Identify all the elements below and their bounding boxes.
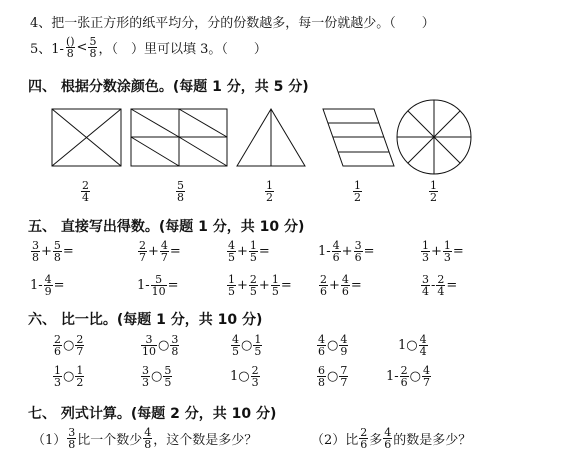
expression-text: ○: [151, 369, 163, 384]
denominator: 7: [340, 376, 348, 389]
denominator: 8: [32, 251, 39, 264]
shape-2-fraction: [175, 180, 186, 203]
denominator: 3: [443, 251, 451, 264]
compare-item: [386, 365, 432, 388]
fraction: [31, 240, 40, 263]
compare-item: [230, 334, 263, 357]
expression-text: 1-: [386, 369, 399, 384]
numerator: (): [65, 35, 75, 48]
denominator: 8: [318, 376, 325, 389]
denominator: 7: [139, 251, 146, 264]
denominator: 4: [422, 285, 429, 298]
numerator: 4: [423, 364, 431, 377]
numerator: 4: [341, 273, 349, 286]
calc-item: [420, 240, 464, 263]
fraction: [421, 274, 430, 297]
fraction: [141, 334, 157, 357]
fraction: [354, 240, 363, 263]
denominator: 8: [171, 345, 179, 358]
denominator: 4: [82, 191, 89, 204]
expression-text: -: [431, 278, 436, 293]
denominator: 5: [271, 285, 279, 298]
problem-number: （2）比: [311, 433, 359, 448]
denominator: 2: [266, 191, 273, 204]
fraction: [400, 365, 409, 388]
denominator: 8: [68, 438, 76, 451]
fraction: [53, 334, 62, 357]
fraction: [249, 240, 258, 263]
section-6-heading: 六、 比一比。(每题 1 分，共 10 分): [28, 312, 263, 328]
numerator: 5: [164, 364, 172, 377]
denominator: 2: [430, 191, 437, 204]
fraction: [422, 365, 431, 388]
denominator: 4: [419, 345, 427, 358]
denominator: 6: [360, 438, 368, 451]
fraction: [443, 240, 452, 263]
denominator: 6: [341, 285, 349, 298]
fraction: [271, 274, 280, 297]
compare-item: [52, 334, 85, 357]
denominator: 8: [89, 47, 97, 60]
expression-text: =: [62, 244, 74, 259]
fraction: [421, 240, 430, 263]
numerator: 1: [422, 239, 429, 252]
denominator: 6: [318, 345, 325, 358]
shape-3-fraction: [264, 180, 275, 203]
numerator: 1: [443, 239, 451, 252]
fraction: [141, 365, 150, 388]
expression-text: =: [169, 244, 181, 259]
denominator: 2: [354, 191, 361, 204]
denominator: 5: [228, 251, 235, 264]
fraction: [251, 365, 260, 388]
calc-item: [137, 240, 181, 263]
calc-item: [226, 274, 292, 297]
compare-item: [230, 365, 261, 388]
word-problem-2: [311, 427, 471, 450]
numerator: 1: [76, 364, 84, 377]
denominator: 3: [54, 376, 61, 389]
numerator: 5: [155, 273, 163, 286]
numerator: 3: [171, 333, 179, 346]
problem-text: ，这个数是多少？: [153, 433, 258, 448]
compare-item: [140, 334, 180, 357]
fraction: [359, 427, 368, 450]
numerator: 6: [318, 364, 325, 377]
word-problem-1: [32, 427, 257, 450]
denominator: 3: [142, 376, 149, 389]
numerator: 4: [384, 426, 392, 439]
fraction: [341, 274, 350, 297]
fraction: [249, 274, 258, 297]
problem-text: 多: [369, 433, 383, 448]
calc-item: [30, 274, 65, 297]
circle-eight-sectors: [397, 100, 471, 174]
expression-text: +: [41, 244, 52, 259]
numerator: 3: [142, 364, 149, 377]
numerator: 1: [271, 273, 279, 286]
numerator: 4: [419, 333, 427, 346]
fraction: [332, 240, 341, 263]
numerator: 2: [320, 273, 327, 286]
expression-text: ○: [158, 338, 170, 353]
numerator: 2: [437, 273, 445, 286]
fraction: [67, 427, 76, 450]
expression-text: +: [341, 244, 353, 259]
fraction: [231, 334, 240, 357]
shape-1-fraction: [80, 180, 91, 203]
q5-suffix: ，（ ）里可以填 3。（ ）: [98, 42, 267, 57]
calc-item: [30, 240, 74, 263]
expression-text: +: [237, 244, 248, 259]
square-with-diagonals: [52, 109, 121, 166]
fraction: [163, 365, 172, 388]
expression-text: ○: [63, 338, 75, 353]
section-4-heading: 四、 根据分数涂颜色。(每题 1 分，共 5 分): [28, 79, 309, 95]
numerator: 2: [139, 239, 146, 252]
denominator: 3: [422, 251, 429, 264]
expression-text: =: [258, 244, 270, 259]
denominator: 8: [53, 251, 61, 264]
compare-item: [140, 365, 173, 388]
denominator: 8: [177, 191, 184, 204]
numerator: 2: [54, 333, 61, 346]
denominator: 7: [76, 345, 84, 358]
numerator: 4: [318, 333, 325, 346]
numerator: 3: [354, 239, 362, 252]
numerator: 1: [54, 364, 61, 377]
denominator: 5: [232, 345, 239, 358]
denominator: 8: [144, 438, 152, 451]
numerator: 2: [360, 426, 368, 439]
fraction: [319, 274, 328, 297]
expression-text: =: [167, 278, 179, 293]
denominator: 5: [254, 345, 262, 358]
denominator: 6: [54, 345, 61, 358]
numerator: 1: [254, 333, 262, 346]
denominator: 7: [160, 251, 168, 264]
numerator: 4: [340, 333, 348, 346]
fraction: [383, 427, 392, 450]
fraction: [339, 365, 348, 388]
numerator: 2: [82, 179, 89, 192]
denominator: 3: [251, 376, 259, 389]
rectangle-eight-parts: [131, 109, 227, 166]
expression-text: +: [431, 244, 442, 259]
parallelogram-strips: [323, 109, 394, 166]
numerator: 1: [354, 179, 361, 192]
numerator: 2: [76, 333, 84, 346]
fraction: [227, 274, 236, 297]
q5-less-than: <: [76, 40, 88, 55]
denominator: 5: [249, 285, 257, 298]
numerator: 7: [340, 364, 348, 377]
numerator: 1: [266, 179, 273, 192]
expression-text: ○: [327, 369, 339, 384]
section-5-heading: 五、 直接写出得数。(每题 1 分，共 10 分): [28, 219, 305, 235]
expression-text: ○: [409, 369, 422, 384]
denominator: 6: [400, 376, 408, 389]
expression-text: ○: [241, 338, 253, 353]
fraction: [53, 240, 62, 263]
fraction: [317, 334, 326, 357]
numerator: 2: [400, 364, 408, 377]
triangle-halves: [237, 109, 305, 166]
numerator: 4: [144, 426, 152, 439]
calc-item: [318, 240, 374, 263]
numerator: 5: [89, 35, 97, 48]
denominator: 4: [437, 285, 445, 298]
fraction: [160, 240, 169, 263]
fraction: [339, 334, 348, 357]
calc-item: [420, 274, 457, 297]
numerator: 5: [177, 179, 184, 192]
numerator: 4: [332, 239, 340, 252]
denominator: 10: [151, 285, 166, 298]
expression-text: +: [258, 278, 270, 293]
expression-text: =: [446, 278, 458, 293]
expression-text: ○: [63, 369, 75, 384]
calc-item: [137, 274, 179, 297]
denominator: 6: [354, 251, 362, 264]
shape-4-fraction: [352, 180, 363, 203]
expression-text: 1-: [318, 244, 331, 259]
expression-text: =: [452, 244, 464, 259]
fraction: [170, 334, 179, 357]
fraction: [436, 274, 445, 297]
fraction: [227, 240, 236, 263]
expression-text: 1-: [137, 278, 150, 293]
denominator: 6: [320, 285, 327, 298]
numerator: 4: [160, 239, 168, 252]
calc-item: [318, 274, 362, 297]
expression-text: 1○: [230, 369, 250, 384]
shapes-figure: [0, 0, 586, 200]
problem-text: 的数是多少？: [393, 433, 472, 448]
numerator: 4: [44, 273, 52, 286]
compare-item: [316, 334, 349, 357]
expression-text: +: [329, 278, 340, 293]
shape-5-fraction: [428, 180, 439, 203]
denominator: 6: [384, 438, 392, 451]
denominator: 6: [332, 251, 340, 264]
compare-item: [398, 334, 429, 357]
numerator: 5: [53, 239, 61, 252]
denominator: 5: [164, 376, 172, 389]
fraction: [75, 365, 84, 388]
compare-item: [52, 365, 85, 388]
numerator: 3: [422, 273, 429, 286]
fraction: [143, 427, 152, 450]
numerator: 3: [145, 333, 153, 346]
numerator: 1: [430, 179, 437, 192]
expression-text: +: [237, 278, 248, 293]
numerator: 3: [68, 426, 76, 439]
fraction: [75, 334, 84, 357]
denominator: 8: [66, 47, 74, 60]
fraction: [317, 365, 326, 388]
expression-text: +: [148, 244, 159, 259]
denominator: 2: [76, 376, 84, 389]
numerator: 4: [232, 333, 239, 346]
fraction: [151, 274, 167, 297]
q5-prefix: 5、1-: [30, 42, 64, 57]
expression-text: =: [280, 278, 292, 293]
numerator: 2: [249, 273, 257, 286]
calc-item: [226, 240, 270, 263]
numerator: 3: [32, 239, 39, 252]
numerator: 2: [251, 364, 259, 377]
denominator: 9: [44, 285, 52, 298]
fraction: [44, 274, 53, 297]
denominator: 7: [423, 376, 431, 389]
fraction: [138, 240, 147, 263]
numerator: 1: [228, 273, 235, 286]
denominator: 5: [249, 251, 257, 264]
expression-text: =: [53, 278, 65, 293]
section-7-heading: 七、 列式计算。(每题 2 分，共 10 分): [28, 406, 277, 422]
fraction: [419, 334, 428, 357]
expression-text: =: [350, 278, 362, 293]
fraction: [53, 365, 62, 388]
question-4: 4、把一张正方形的纸平均分，分的份数越多，每一份就越少。（ ）: [30, 16, 435, 31]
denominator: 9: [340, 345, 348, 358]
expression-text: =: [363, 244, 375, 259]
problem-text: 比一个数少: [77, 433, 143, 448]
denominator: 5: [228, 285, 235, 298]
fraction: [253, 334, 262, 357]
numerator: 1: [249, 239, 257, 252]
problem-number: （1）: [32, 433, 67, 448]
numerator: 4: [228, 239, 235, 252]
expression-text: 1○: [398, 338, 418, 353]
expression-text: 1-: [30, 278, 43, 293]
compare-item: [316, 365, 349, 388]
denominator: 10: [142, 345, 156, 358]
expression-text: ○: [327, 338, 339, 353]
